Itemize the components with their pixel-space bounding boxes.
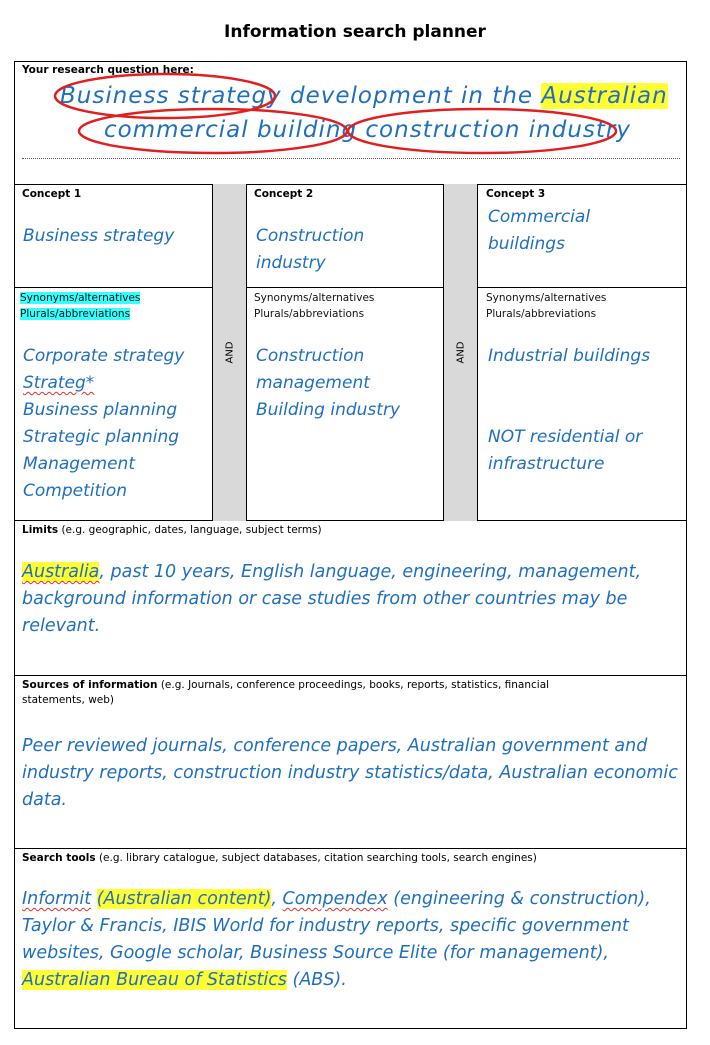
synonym-item: Business planning: [23, 400, 178, 420]
divider-tools: [14, 848, 687, 849]
divider-concept-1-syn: [14, 287, 212, 288]
and-label-1: AND: [224, 341, 236, 364]
concept-1-synonyms: [23, 343, 184, 505]
synonym-item: Strateg*: [23, 373, 95, 393]
and-label-2: AND: [455, 341, 467, 364]
research-label: Your research question here:: [22, 64, 194, 76]
research-phrase-business-strategy: Business strategy: [60, 83, 282, 109]
divider-sources: [14, 675, 687, 676]
divider-research: [14, 184, 687, 185]
research-line-1: Business strategy development in the Australian: [60, 83, 668, 109]
concept-3-syn-label: Synonyms/alternatives Plurals/abbreviations: [486, 292, 607, 320]
concept-1-heading: Concept 1: [22, 188, 82, 200]
synonym-item: Corporate strategy: [23, 346, 185, 366]
synonym-item: Management: [23, 454, 135, 474]
synonym-item: Building industry: [256, 400, 401, 420]
research-phrase-commercial-building: commercial building: [104, 117, 358, 143]
divider-concept-3-syn: [477, 287, 687, 288]
concept-1-term: Business strategy: [23, 226, 175, 246]
tools-label: Search tools (e.g. library catalogue, subject databases, citation searching tools, search engines): [22, 852, 537, 864]
page-title: Information search planner: [224, 22, 486, 42]
synonym-item: Industrial buildings: [488, 346, 651, 366]
concept-3-term: Commercial buildings: [488, 207, 591, 254]
concept-2-term: Construction industry: [256, 226, 365, 273]
synonym-item: management: [256, 373, 370, 393]
synonym-item: Competition: [23, 481, 128, 501]
limits-text: Australia, past 10 years, English language, engineering, management, background information or case studies from other countries may be relevant.: [22, 562, 642, 636]
research-line-2: [104, 114, 631, 146]
concept-2-syn-label: Synonyms/alternatives Plurals/abbreviations: [254, 292, 375, 320]
concept-3-synonyms: [488, 343, 650, 478]
concept-3-heading: Concept 3: [486, 188, 546, 200]
research-dotted-line: [22, 158, 680, 159]
synonym-item: Construction: [256, 346, 365, 366]
sources-text: Peer reviewed journals, conference papers, Australian government and industry reports, construction industry statistics/data, Australian economic data.: [22, 736, 678, 810]
concept-1-syn-label: Synonyms/alternatives Plurals/abbreviations: [20, 292, 141, 320]
tools-text: Informit (Australian content), Compendex (engineering & construction), Taylor & Francis, IBIS World for industry reports, specific government websites, Google scholar, Business Source Elite (for management), Australian Bureau of Statistics (ABS).: [22, 889, 651, 990]
concept-2-synonyms: [256, 343, 400, 424]
divider-limits: [14, 520, 687, 521]
concept-2-heading: Concept 2: [254, 188, 314, 200]
synonym-item: infrastructure: [488, 454, 605, 474]
synonym-item: NOT residential or: [488, 427, 643, 447]
limits-label: Limits (e.g. geographic, dates, language, subject terms): [22, 524, 322, 536]
divider-concept-2-syn: [246, 287, 443, 288]
sources-label: Sources of information (e.g. Journals, conference proceedings, books, reports, statistics, financial statements, web): [22, 679, 550, 706]
synonym-item: Strategic planning: [23, 427, 180, 447]
research-phrase-construction-industry: construction industry: [365, 117, 631, 143]
research-phrase-australian: Australian: [541, 83, 668, 109]
